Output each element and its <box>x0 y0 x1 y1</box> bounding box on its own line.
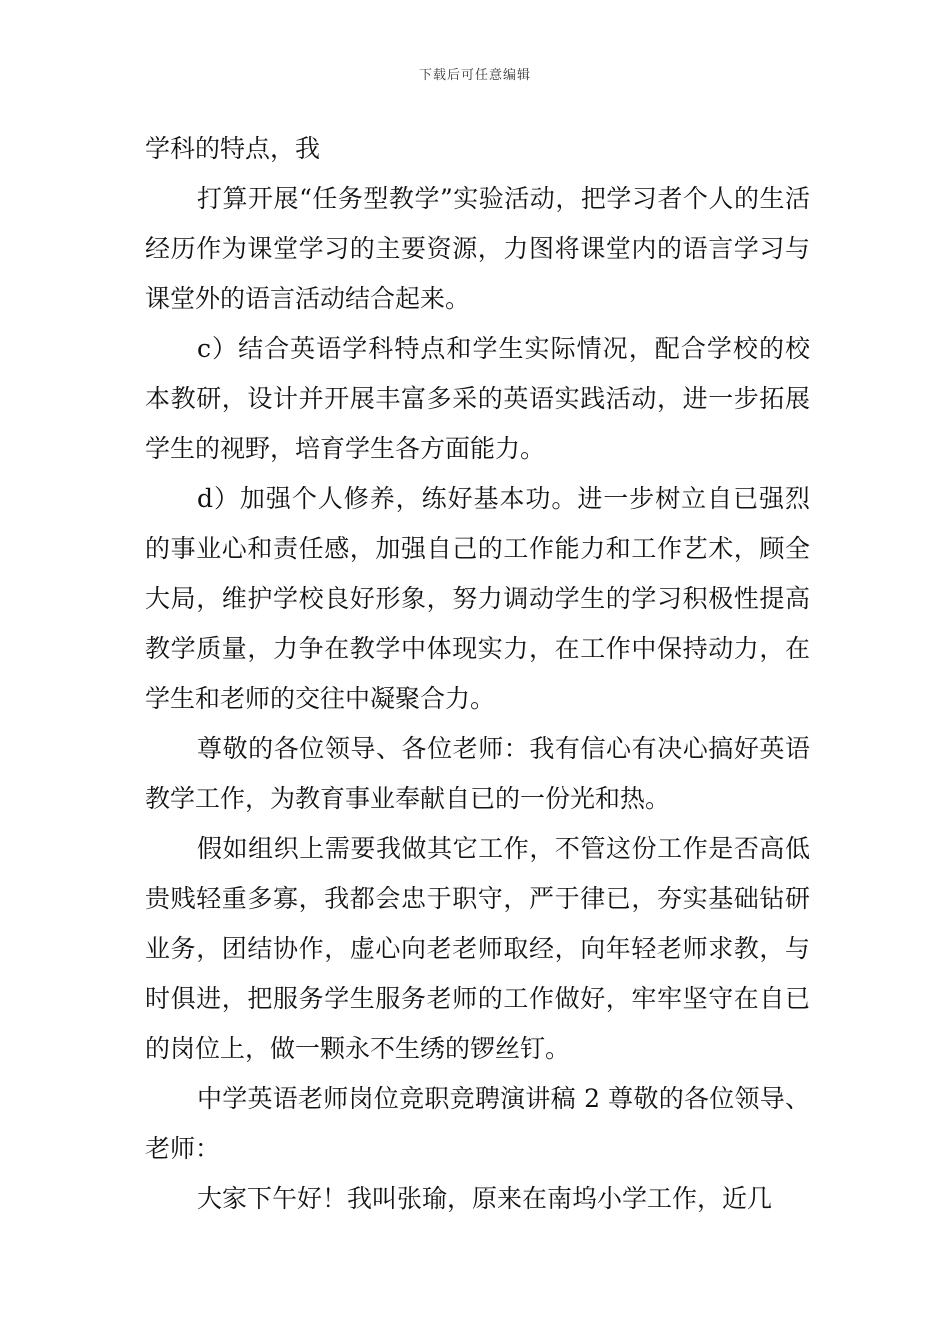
paragraph-8: 大家下午好！我叫张瑜，原来在南坞小学工作，近几 <box>197 1184 773 1213</box>
paragraph-4: d）加强个人修养，练好基本功。进一步树立自已强烈的事业心和责任感，加强自己的工作能力和工作艺术，顾全大局，维护学校良好形象，努力调动学生的学习积极性提高教学质量，力争在教学中体现实力，在工作中保持动力，在学生和老师的交往中凝聚合力。 <box>145 484 810 713</box>
header-note: 下载后可任意编辑 <box>418 68 531 83</box>
paragraph-7: 中学英语老师岗位竞职竞聘演讲稿 2 尊敬的各位领导、老师： <box>145 1084 810 1163</box>
paragraph-1: 学科的特点，我 <box>145 134 321 163</box>
paragraph-3: c）结合英语学科特点和学生实际情况，配合学校的校本教研，设计并开展丰富多采的英语实践活动，进一步拓展学生的视野，培育学生各方面能力。 <box>145 334 810 463</box>
paragraph-5: 尊敬的各位领导、各位老师：我有信心有决心搞好英语教学工作，为教育事业奉献自已的一份光和热。 <box>145 734 810 813</box>
paragraph-6: 假如组织上需要我做其它工作，不管这份工作是否高低贵贱轻重多寡，我都会忠于职守，严于律已，夯实基础钻研业务，团结协作，虚心向老老师取经，向年轻老师求教，与时俱进，把服务学生服务老师的工作做好，牢牢坚守在自已的岗位上，做一颗永不生绣的锣丝钉。 <box>145 834 810 1063</box>
paragraph-2: 打算开展“任务型教学”实验活动，把学习者个人的生活经历作为课堂学习的主要资源，力图将课堂内的语言学习与课堂外的语言活动结合起来。 <box>145 184 810 313</box>
document-body <box>145 124 810 1224</box>
